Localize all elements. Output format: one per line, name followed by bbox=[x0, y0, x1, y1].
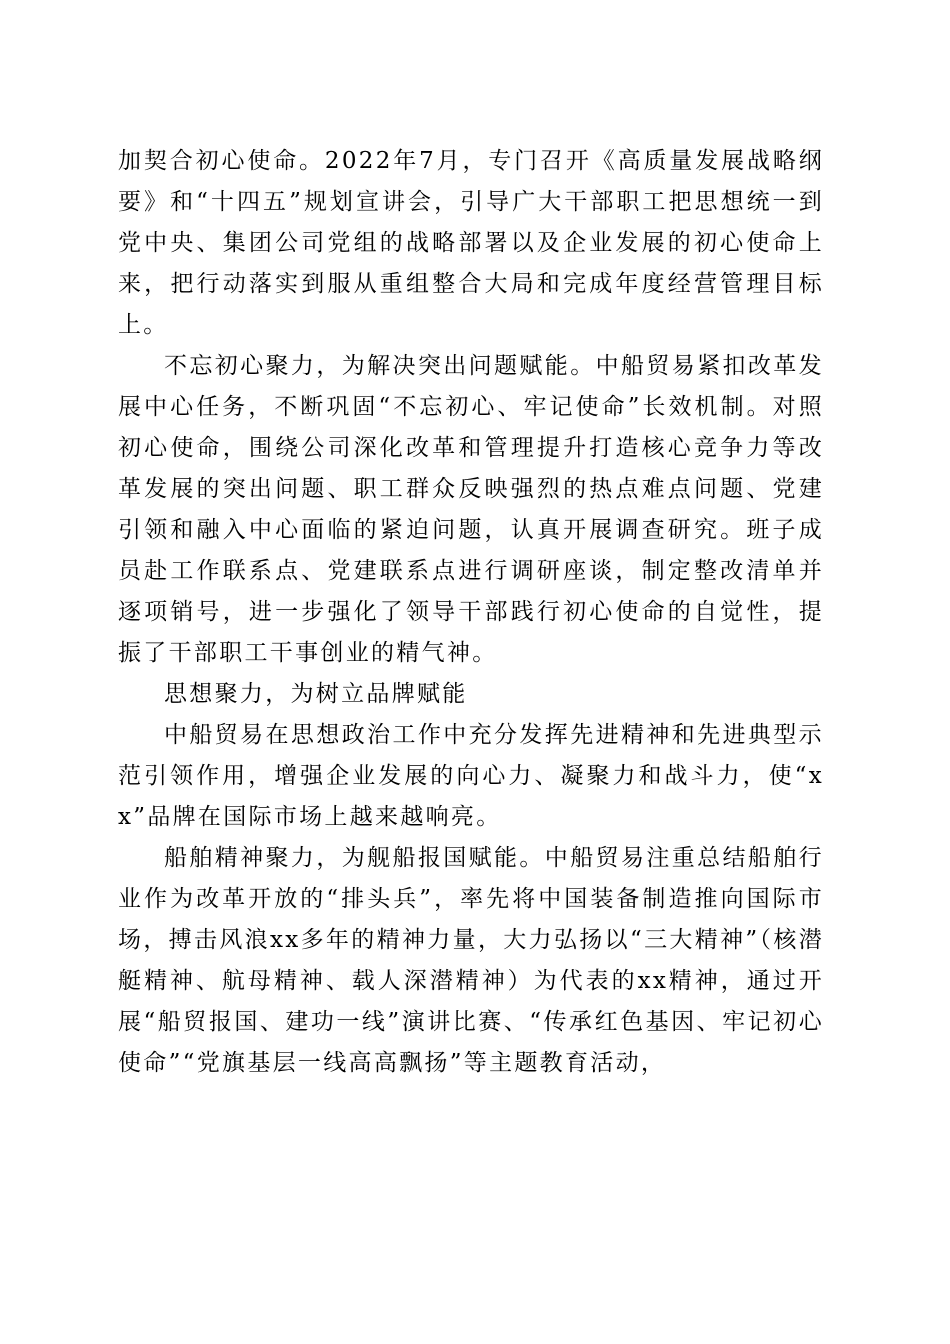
paragraph-solve-problems: 不忘初心聚力，为解决突出问题赋能。中船贸易紧扣改革发展中心任务，不断巩固“不忘初心、牢记使命”长效机制。对照初心使命，围绕公司深化改革和管理提升打造核心竞争力等改革发展的突出问题、职工群众反映强烈的热点难点问题、党建引领和融入中心面临的紧迫问题，认真开展调查研究。班子成员赴工作联系点、党建联系点进行调研座谈，制定整改清单并逐项销号，进一步强化了领导干部践行初心使命的自觉性，提振了干部职工干事创业的精气神。 bbox=[118, 353, 824, 666]
paragraph-continuation: 加契合初心使命。2022年7月，专门召开《高质量发展战略纲要》和“十四五”规划宣讲会，引导广大干部职工把思想统一到党中央、集团公司党组的战略部署以及企业发展的初心使命上来，把行动落实到服从重组整合大局和完成年度经营管理目标上。 bbox=[118, 148, 824, 338]
section-heading-brand: 思想聚力，为树立品牌赋能 bbox=[164, 681, 468, 707]
document-page bbox=[118, 141, 824, 1084]
paragraph-brand: 中船贸易在思想政治工作中充分发挥先进精神和先进典型示范引领作用，增强企业发展的向心力、凝聚力和战斗力，使“xx”品牌在国际市场上越来越响亮。 bbox=[118, 722, 824, 830]
paragraph-ship-spirit: 船舶精神聚力，为舰船报国赋能。中船贸易注重总结船舶行业作为改革开放的“排头兵”，率先将中国装备制造推向国际市场，搏击风浪xx多年的精神力量，大力弘扬以“三大精神”（核潜艇精神、航母精神、载人深潜精神）为代表的xx精神，通过开展“船贸报国、建功一线”演讲比赛、“传承红色基因、牢记初心使命”“党旗基层一线高高飘扬”等主题教育活动， bbox=[118, 845, 824, 1076]
